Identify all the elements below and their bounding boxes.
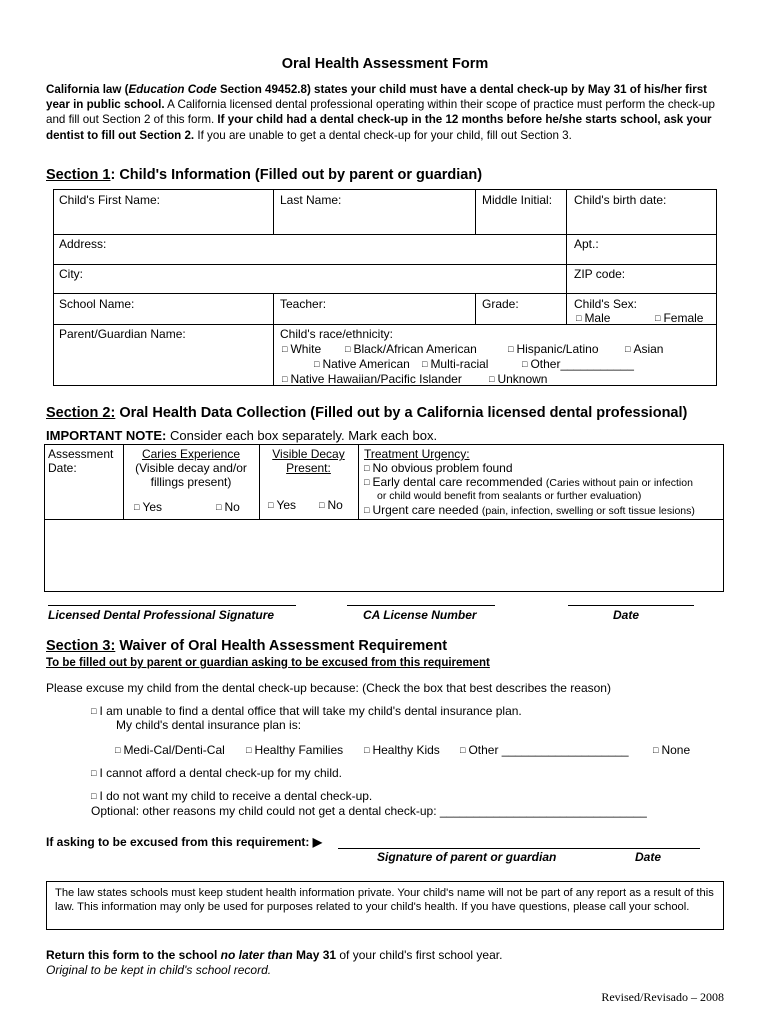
race-hispanic-checkbox[interactable]: □ Hispanic/Latino xyxy=(508,342,599,356)
decay-yes-checkbox[interactable]: □ Yes xyxy=(268,498,297,512)
decay-title: Visible Decay xyxy=(272,447,345,461)
sex-label: Child's Sex: xyxy=(574,297,637,311)
school-name-field[interactable]: School Name: xyxy=(59,297,135,311)
checkbox-icon: □ xyxy=(91,706,97,716)
checkbox-icon: □ xyxy=(489,374,495,384)
decay-sub: Present: xyxy=(286,461,331,475)
section1-heading: Section 1: Child's Information (Filled out by parent or guardian) xyxy=(46,167,483,183)
checkbox-icon: □ xyxy=(653,745,659,755)
checkbox-icon: □ xyxy=(216,502,222,512)
address-field[interactable]: Address: xyxy=(59,237,107,251)
intro-text-1: California law ( xyxy=(46,83,129,96)
parent-date-label: Date xyxy=(635,850,662,864)
checkbox-icon: □ xyxy=(282,344,288,354)
caries-no-checkbox[interactable]: □ No xyxy=(216,500,240,514)
checkbox-icon: □ xyxy=(115,745,121,755)
caries-sub2: fillings present) xyxy=(150,475,232,489)
parent-name-field[interactable]: Parent/Guardian Name: xyxy=(59,327,186,341)
waiver-insurance-checkbox[interactable]: □ I am unable to find a dental office that will take my child's dental insurance plan. xyxy=(91,704,522,718)
checkbox-icon: □ xyxy=(422,359,428,369)
race-asian-checkbox[interactable]: □ Asian xyxy=(625,342,664,356)
intro-text-2: Education Code xyxy=(128,83,217,96)
section3-subheading: To be filled out by parent or guardian asking to be excused from this requirement xyxy=(46,657,490,669)
grade-field[interactable]: Grade: xyxy=(482,297,519,311)
checkbox-icon: □ xyxy=(134,502,140,512)
other-reasons-field[interactable]: Optional: other reasons my child could not get a dental check-up: _______________________________ xyxy=(91,804,647,818)
checkbox-icon: □ xyxy=(91,768,97,778)
intro-text-4: A California licensed dental professional operating within their scope of practice must perform the check-up and fill out Section 2 of this form. xyxy=(46,98,715,127)
checkbox-icon: □ xyxy=(364,505,370,515)
privacy-notice: The law states schools must keep student health information private. Your child's name will not be part of any report as a result of this law. This information may only be used for purposes related to your child's health. If you have questions, please call your school. xyxy=(46,881,724,930)
apt-field[interactable]: Apt.: xyxy=(574,237,599,251)
return-instructions: Return this form to the school no later than May 31 of your child's first school year. xyxy=(46,948,503,962)
waiver-refuse-checkbox[interactable]: □ I do not want my child to receive a dental check-up. xyxy=(91,789,373,803)
dental-date-line[interactable] xyxy=(568,605,694,606)
checkbox-icon: □ xyxy=(282,374,288,384)
parent-signature-line[interactable] xyxy=(338,848,700,849)
intro-text-5: If your child had a dental check-up in the 12 months before he/she starts school, ask your dentist to fill out Section 2. xyxy=(46,113,712,142)
urgency-title: Treatment Urgency: xyxy=(364,447,470,461)
plan-medi-cal-checkbox[interactable]: □ Medi-Cal/Denti-Cal xyxy=(115,743,225,757)
license-number-label: CA License Number xyxy=(363,608,477,622)
sex-female-checkbox[interactable]: □ Female xyxy=(655,311,704,325)
checkbox-icon: □ xyxy=(522,359,528,369)
plan-other-checkbox[interactable]: □ Other ___________________ xyxy=(460,743,629,757)
checkbox-icon: □ xyxy=(576,313,582,323)
excuse-instructions: Please excuse my child from the dental check-up because: (Check the box that best describes the reason) xyxy=(46,681,611,695)
assessment-date-field[interactable]: Date: xyxy=(48,461,77,475)
checkbox-icon: □ xyxy=(314,359,320,369)
birth-date-field[interactable]: Child's birth date: xyxy=(574,193,667,207)
middle-initial-field[interactable]: Middle Initial: xyxy=(482,193,553,207)
race-hawaiian-checkbox[interactable]: □ Native Hawaiian/Pacific Islander xyxy=(282,372,462,386)
race-native-american-checkbox[interactable]: □ Native American xyxy=(314,357,410,371)
race-label: Child's race/ethnicity: xyxy=(280,327,394,341)
plan-healthy-kids-checkbox[interactable]: □ Healthy Kids xyxy=(364,743,440,757)
urgency-early-note: or child would benefit from sealants or further evaluation) xyxy=(377,490,642,502)
checkbox-icon: □ xyxy=(246,745,252,755)
urgency-urgent-checkbox[interactable]: □ Urgent care needed (pain, infection, swelling or soft tissue lesions) xyxy=(364,503,695,517)
intro-paragraph xyxy=(46,82,726,143)
checkbox-icon: □ xyxy=(319,500,325,510)
last-name-field[interactable]: Last Name: xyxy=(280,193,342,207)
caries-yes-checkbox[interactable]: □ Yes xyxy=(134,500,163,514)
race-black-checkbox[interactable]: □ Black/African American xyxy=(345,342,477,356)
checkbox-icon: □ xyxy=(460,745,466,755)
plan-healthy-families-checkbox[interactable]: □ Healthy Families xyxy=(246,743,344,757)
assessment-date-label: Assessment xyxy=(48,447,114,461)
checkbox-icon: □ xyxy=(345,344,351,354)
checkbox-icon: □ xyxy=(268,500,274,510)
zip-field[interactable]: ZIP code: xyxy=(574,267,626,281)
checkbox-icon: □ xyxy=(364,477,370,487)
race-multiracial-checkbox[interactable]: □ Multi-racial xyxy=(422,357,489,371)
teacher-field[interactable]: Teacher: xyxy=(280,297,327,311)
dental-signature-label: Licensed Dental Professional Signature xyxy=(48,608,275,622)
section2-heading: Section 2: Oral Health Data Collection (Filled out by a California licensed dental professional) xyxy=(46,405,688,421)
sex-male-checkbox[interactable]: □ Male xyxy=(576,311,611,325)
checkbox-icon: □ xyxy=(625,344,631,354)
waiver-afford-checkbox[interactable]: □ I cannot afford a dental check-up for my child. xyxy=(91,766,343,780)
dental-signature-line[interactable] xyxy=(48,605,296,606)
checkbox-icon: □ xyxy=(655,313,661,323)
race-other-checkbox[interactable]: □ Other___________ xyxy=(522,357,634,371)
insurance-plan-label: My child's dental insurance plan is: xyxy=(116,718,302,732)
excused-label: If asking to be excused from this requirement: ▶ xyxy=(46,835,322,849)
caries-title: Caries Experience xyxy=(141,447,241,461)
license-number-line[interactable] xyxy=(347,605,495,606)
city-field[interactable]: City: xyxy=(59,267,83,281)
caries-sub1: (Visible decay and/or xyxy=(135,461,247,475)
decay-no-checkbox[interactable]: □ No xyxy=(319,498,343,512)
checkbox-icon: □ xyxy=(91,791,97,801)
intro-text-3: Section 49452.8) states your child must have a dental check-up by May 31 of his/her first year in public school. xyxy=(46,83,708,112)
revision-date: Revised/Revisado – 2008 xyxy=(601,990,724,1004)
urgency-none-checkbox[interactable]: □ No obvious problem found xyxy=(364,461,513,475)
form-title: Oral Health Assessment Form xyxy=(281,56,489,72)
race-unknown-checkbox[interactable]: □ Unknown xyxy=(489,372,548,386)
urgency-early-checkbox[interactable]: □ Early dental care recommended (Caries without pain or infection xyxy=(364,475,693,489)
checkbox-icon: □ xyxy=(364,745,370,755)
important-note: IMPORTANT NOTE: Consider each box separately. Mark each box. xyxy=(46,428,438,443)
parent-signature-label: Signature of parent or guardian xyxy=(377,850,557,864)
first-name-field[interactable]: Child's First Name: xyxy=(59,193,160,207)
record-note: Original to be kept in child's school record. xyxy=(46,963,272,977)
checkbox-icon: □ xyxy=(508,344,514,354)
section3-heading: Section 3: Waiver of Oral Health Assessment Requirement xyxy=(46,638,448,654)
race-white-checkbox[interactable]: □ White xyxy=(282,342,322,356)
intro-text-6: If you are unable to get a dental check-up for your child, fill out Section 3. xyxy=(194,128,572,142)
checkbox-icon: □ xyxy=(364,463,370,473)
plan-none-checkbox[interactable]: □ None xyxy=(653,743,691,757)
arrow-right-icon: ▶ xyxy=(312,835,322,849)
dental-date-label: Date xyxy=(613,608,640,622)
